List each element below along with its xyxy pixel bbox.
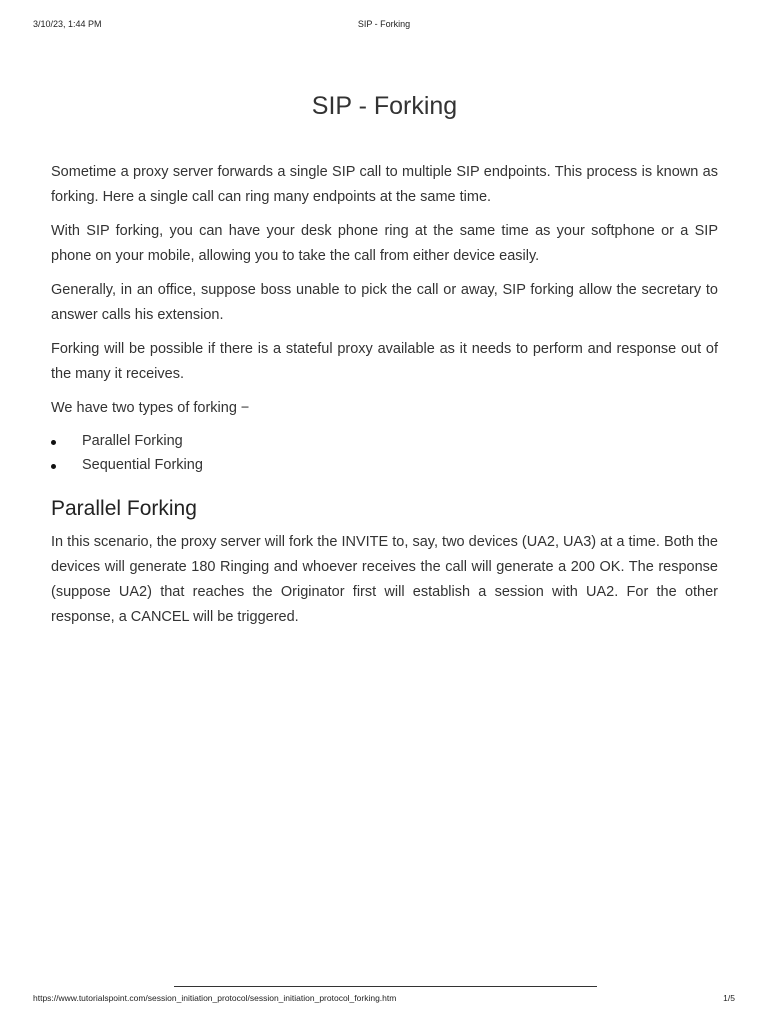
- intro-paragraph: Sometime a proxy server forwards a single SIP call to multiple SIP endpoints. This process is known as forking. Here a single call can ring many endpoints at the same time.: [51, 164, 718, 205]
- page-title: SIP - Forking: [311, 92, 458, 120]
- list-item: [51, 430, 718, 454]
- print-date: 3/10/23, 1:44 PM: [33, 19, 102, 29]
- types-intro-paragraph: We have two types of forking −: [51, 400, 250, 416]
- print-doc-title: SIP - Forking: [357, 19, 411, 29]
- footer-divider: [174, 986, 597, 987]
- stateful-proxy-paragraph: Forking will be possible if there is a stateful proxy available as it needs to perform and response out of the many it receives.: [51, 341, 718, 382]
- bullet-icon: [51, 464, 56, 469]
- print-header: [33, 19, 735, 31]
- page-number: 1/5: [723, 993, 735, 1003]
- office-paragraph: Generally, in an office, suppose boss unable to pick the call or away, SIP forking allow the secretary to answer calls his extension.: [51, 282, 718, 323]
- section-paragraph: In this scenario, the proxy server will fork the INVITE to, say, two devices (UA2, UA3) at a time. Both the devices will generate 180 Ringing and whoever receives the call will generate a 200 OK. The response (suppose UA2) that reaches the Originator first will establish a session with UA2. For the other response, a CANCEL will be triggered.: [51, 534, 718, 625]
- section-heading: Parallel Forking: [51, 497, 197, 520]
- page-url-link[interactable]: https://www.tutorialspoint.com/session_initiation_protocol/session_initiation_protocol_forking.htm: [33, 993, 397, 1003]
- fork-types-list: [51, 430, 718, 477]
- article: [51, 88, 718, 639]
- list-item-label: Sequential Forking: [82, 456, 203, 473]
- print-footer: [33, 993, 735, 1005]
- bullet-icon: [51, 440, 56, 445]
- list-item: [51, 454, 718, 478]
- list-item-label: Parallel Forking: [82, 433, 183, 449]
- desk-phone-paragraph: With SIP forking, you can have your desk phone ring at the same time as your softphone or a SIP phone on your mobile, allowing you to take the call from either device easily.: [51, 223, 718, 264]
